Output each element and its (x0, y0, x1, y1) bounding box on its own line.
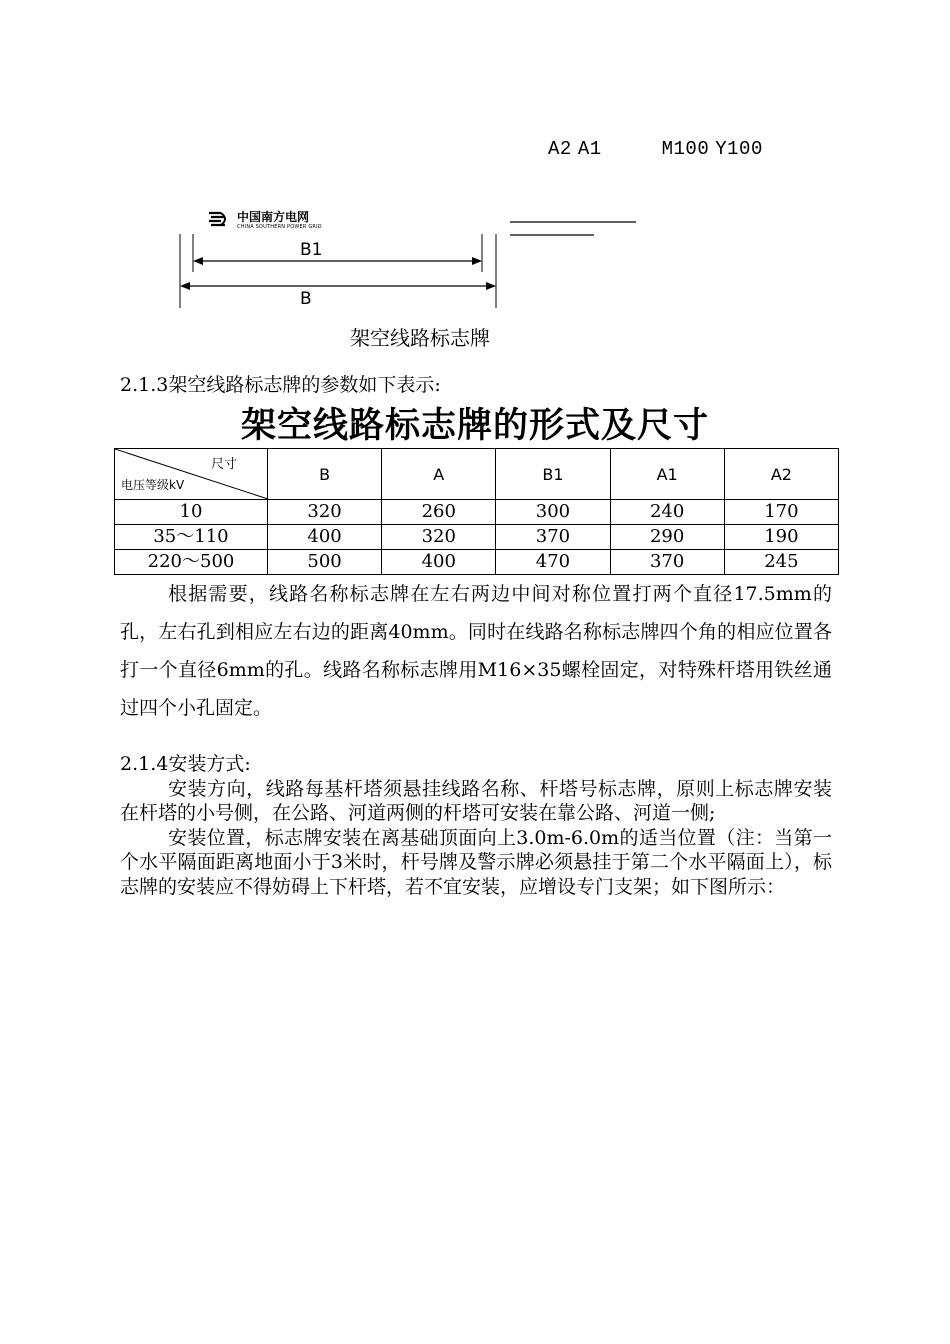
table-row (115, 525, 839, 550)
table-cell: 300 (496, 500, 610, 525)
col-header: A1 (610, 449, 724, 500)
table-row (115, 500, 839, 525)
table-header-row (115, 449, 839, 500)
label-b: B (300, 289, 312, 309)
code-m100: M100 (661, 138, 710, 160)
table-cell: 370 (610, 550, 724, 575)
table-cell: 400 (382, 550, 496, 575)
table-cell: 190 (724, 525, 838, 550)
figure-caption: 架空线路标志牌 (350, 326, 490, 350)
holes-paragraph: 根据需要，线路名称标志牌在左右两边中间对称位置打两个直径17.5mm的孔，左右孔到相应左右边的距离40mm。同时在线路名称标志牌四个角的相应位置各打一个直径6mm的孔。线路名称标志牌用M16×35螺栓固定，对特殊杆塔用铁丝通过四个小孔固定。 (120, 583, 832, 719)
table-cell: 500 (268, 550, 382, 575)
install-position-paragraph: 安装位置，标志牌安装在离基础顶面向上3.0m-6.0m的适当位置（注：当第一个水平隔面距离地面小于3米时，杆号牌及警示牌必须悬挂于第二个水平隔面上），标志牌的安装应不得妨碍上下杆塔，若不宜安装，应增设专门支架；如下图所示： (120, 826, 832, 898)
sign-dimension-diagram (0, 0, 950, 330)
section-214 (120, 752, 832, 899)
table-cell: 290 (610, 525, 724, 550)
voltage-cell: 35～110 (115, 525, 268, 550)
table-cell: 400 (268, 525, 382, 550)
voltage-cell: 220～500 (115, 550, 268, 575)
table-cell: 260 (382, 500, 496, 525)
code-a1: A1 (577, 138, 602, 160)
logo-name-cn: 中国南方电网 (237, 209, 310, 224)
corner-label-voltage: 电压等级kV (121, 478, 185, 492)
table-cell: 370 (496, 525, 610, 550)
table-title: 架空线路标志牌的形式及尺寸 (240, 406, 709, 446)
label-b1: B1 (300, 240, 323, 260)
col-header: A2 (724, 449, 838, 500)
table-cell: 170 (724, 500, 838, 525)
col-header: A (382, 449, 496, 500)
corner-cell (115, 449, 268, 500)
col-header: B (268, 449, 382, 500)
table-cell: 320 (268, 500, 382, 525)
corner-label-size: 尺寸 (210, 457, 237, 472)
install-direction-paragraph: 安装方向，线路每基杆塔须悬挂线路名称、杆塔号标志牌，原则上标志牌安装在杆塔的小号侧，在公路、河道两侧的杆塔可安装在靠公路、河道一侧; (120, 777, 832, 824)
code-y100: Y100 (715, 138, 763, 160)
table-cell: 470 (496, 550, 610, 575)
section-213-heading: 2.1.3架空线路标志牌的参数如下表示: (120, 374, 441, 396)
code-a2: A2 (548, 138, 572, 160)
table-cell: 320 (382, 525, 496, 550)
table-row (115, 550, 839, 575)
size-table (114, 448, 839, 575)
logo-name-en: CHINA SOUTHERN POWER GRID (237, 223, 322, 230)
col-header: B1 (496, 449, 610, 500)
table-cell: 240 (610, 500, 724, 525)
table-cell: 245 (724, 550, 838, 575)
voltage-cell: 10 (115, 500, 268, 525)
holes-paragraph-block (120, 575, 832, 727)
section-214-heading: 2.1.4安装方式: (120, 753, 251, 775)
